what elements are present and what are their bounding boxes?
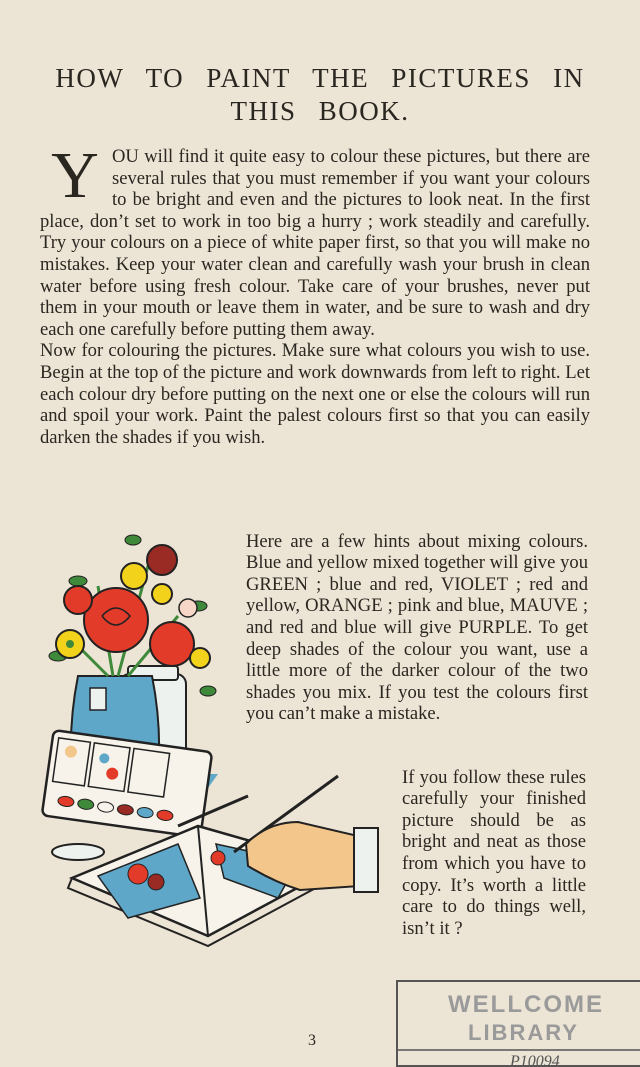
paragraph-2: Now for colouring the pictures. Make sure what colours you wish to use. Begin at the top of the picture and work downwards from left to right. Let each colour dry before putting on the next one or else the colours will run and spoil your work. Paint the palest colours first so that you can easily darken the shades if you wish.	[40, 340, 590, 448]
intro-text	[40, 139, 590, 448]
page-number: 3	[308, 1032, 316, 1049]
svg-text:P10094: P10094	[510, 1053, 560, 1067]
svg-text:LIBRARY: LIBRARY	[468, 1020, 579, 1045]
page-title: HOW TO PAINT THE PICTURES IN THIS BOOK.	[55, 63, 585, 126]
svg-text:WELLCOME: WELLCOME	[448, 991, 604, 1018]
library-stamp	[396, 980, 640, 1067]
paragraph-4: If you follow these rules carefully your finished picture should be as bright and neat as those from which you have to copy. It’s worth a little care to do things well, isn’t it ?	[402, 766, 586, 939]
library-stamp-icon	[398, 982, 640, 1067]
paragraph-3: Here are a few hints about mixing colours. Blue and yellow mixed together will give you GREEN ; blue and red, VIOLET ; red and yellow, ORANGE ; pink and blue, MAUVE ; and red and blue will give PURPLE. To get deep shades of the colour you want, use a little more of the darker colour of the two shades you mix. If you test the colours first you can’t make a mistake.	[246, 530, 588, 725]
paragraph-1-text: OU will find it quite easy to colour these pictures, but there are several rules that you must remember if you want your colours to be bright and even and the pictures to look neat. In the first place, don’t set to work in too big a hurry ; work steadily and carefully. Try your colours on a piece of white paper first, so that you will make no mistakes. Keep your water clean and carefully wash your brush in clean water before using fresh colour. Take care of your brushes, never put them in your mouth or leave them in water, and be sure to wash and dry each one carefully before putting them away.	[40, 146, 590, 340]
drop-cap: Y	[51, 139, 99, 212]
paragraph-1	[40, 139, 590, 340]
